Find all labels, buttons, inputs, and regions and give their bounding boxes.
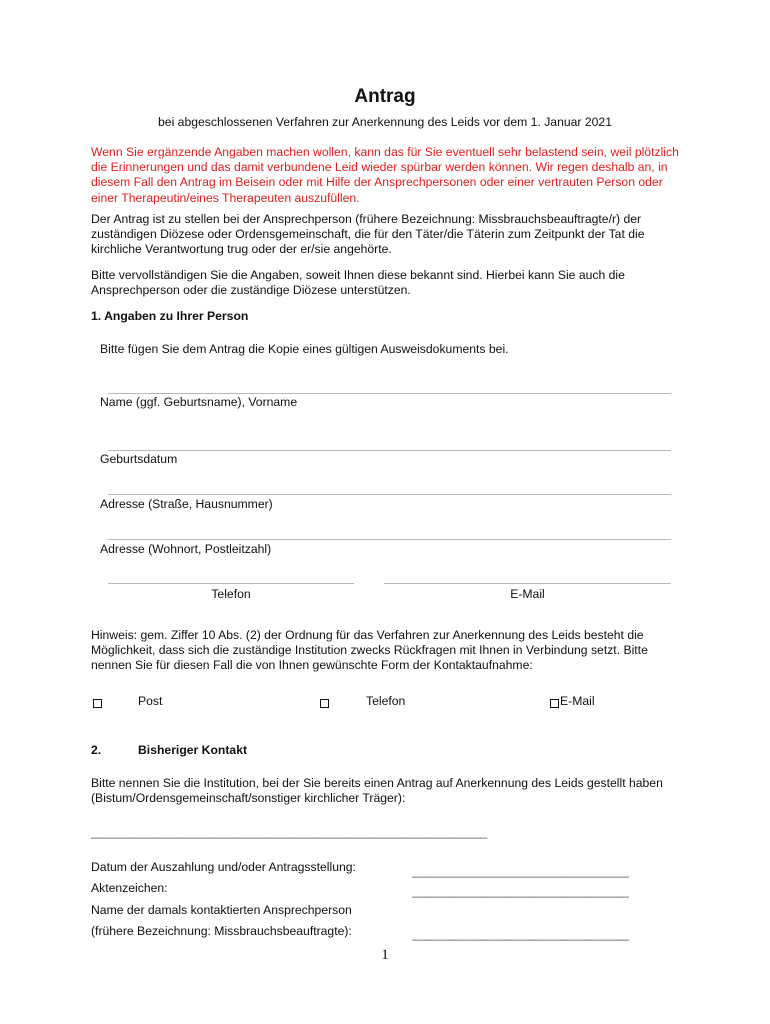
phone-option-label: Telefon	[366, 694, 406, 708]
page-number: 1	[381, 947, 389, 963]
payout-date-input-line[interactable]: ___________________________________	[412, 864, 629, 878]
checkbox-icon	[93, 699, 102, 708]
checkbox-icon	[550, 699, 559, 708]
section-2-number: 2.	[91, 743, 102, 757]
street-field-line[interactable]	[108, 494, 671, 495]
page-subtitle: bei abgeschlossenen Verfahren zur Anerkennung des Leids vor dem 1. Januar 2021	[158, 115, 612, 129]
email-checkbox[interactable]	[550, 697, 559, 711]
post-option-label: Post	[138, 694, 163, 708]
phone-checkbox[interactable]	[320, 697, 329, 711]
contact-person-label-1: Name der damals kontaktierten Ansprechperson	[91, 903, 352, 917]
birthdate-field-line[interactable]	[108, 450, 671, 451]
file-number-label: Aktenzeichen:	[91, 881, 168, 895]
phone-field-line[interactable]	[108, 583, 354, 584]
birthdate-field-label: Geburtsdatum	[100, 452, 178, 466]
payout-date-label: Datum der Auszahlung und/oder Antragsstellung:	[91, 860, 356, 874]
file-number-input-line[interactable]: ___________________________________	[412, 884, 629, 898]
contact-person-input-line[interactable]: ___________________________________	[412, 927, 629, 941]
phone-field-label: Telefon	[211, 587, 251, 601]
intro-paragraph-2: Bitte vervollständigen Sie die Angaben, soweit Ihnen diese bekannt sind. Hierbei kann Sie auch die Ansprechperson oder die zuständige Diözese unterstützen.	[91, 268, 625, 298]
contact-person-label-2: (frühere Bezeichnung: Missbrauchsbeauftragte):	[91, 924, 352, 938]
checkbox-icon	[320, 699, 329, 708]
email-option-label: E-Mail	[560, 694, 595, 708]
street-field-label: Adresse (Straße, Hausnummer)	[100, 497, 273, 511]
post-checkbox[interactable]	[93, 697, 102, 711]
city-field-label: Adresse (Wohnort, Postleitzahl)	[100, 542, 272, 556]
name-field-label: Name (ggf. Geburtsname), Vorname	[100, 395, 298, 409]
name-field-line[interactable]	[108, 393, 671, 394]
id-instruction: Bitte fügen Sie dem Antrag die Kopie eines gültigen Ausweisdokuments bei.	[100, 342, 509, 356]
email-field-label: E-Mail	[510, 587, 545, 601]
email-field-line[interactable]	[384, 583, 671, 584]
institution-instruction: Bitte nennen Sie die Institution, bei der Sie bereits einen Antrag auf Anerkennung des Leids gestellt haben (Bistum/Ordensgemeinschaft/sonstiger kirchlicher Träger):	[91, 776, 663, 806]
section-2-heading: Bisheriger Kontakt	[138, 743, 248, 757]
city-field-line[interactable]	[108, 539, 671, 540]
contact-hint: Hinweis: gem. Ziffer 10 Abs. (2) der Ordnung für das Verfahren zur Anerkennung des Leids besteht die Möglichkeit, dass sich die zuständige Institution zwecks Rückfragen mit Ihnen in Verbindung setzt. Bitte nennen Sie für diesen Fall die von Ihnen gewünschte Form der Kontaktaufnahme:	[91, 628, 648, 673]
institution-input-line[interactable]: ________________________________________________________________	[91, 825, 487, 839]
section-1-heading: 1. Angaben zu Ihrer Person	[91, 309, 249, 323]
page-title: Antrag	[354, 86, 416, 107]
warning-paragraph: Wenn Sie ergänzende Angaben machen wollen, kann das für Sie eventuell sehr belastend sein, weil plötzlich die Erinnerungen und das damit verbundene Leid wieder spürbar werden können. Wir regen deshalb an, in diesem Fall den Antrag im Beisein oder mit Hilfe der Ansprechpersonen oder einer vertrauten Person oder einer Therapeutin/eines Therapeuten auszufüllen.	[91, 145, 679, 205]
intro-paragraph-1: Der Antrag ist zu stellen bei der Ansprechperson (frühere Bezeichnung: Missbrauchsbeauftragte/r) der zuständigen Diözese oder Ordensgemeinschaft, die für den Täter/die Täterin zum Zeitpunkt der Tat die kirchliche Verantwortung trug oder der er/sie angehörte.	[91, 212, 645, 257]
